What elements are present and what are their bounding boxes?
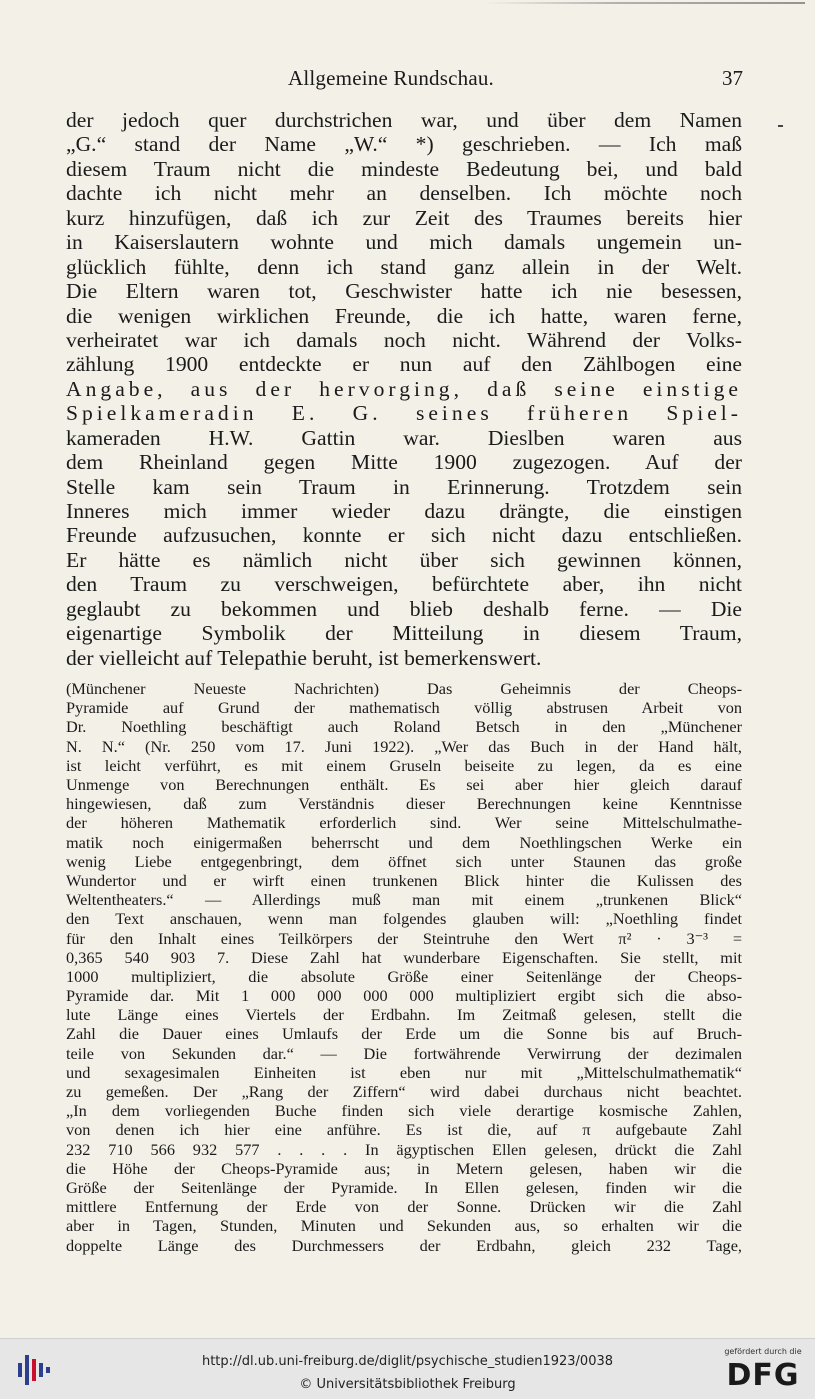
- viewer-footer: [0, 1338, 815, 1399]
- text-line: zählung 1900 entdeckte er nun auf den Zählbogen eine: [66, 352, 742, 377]
- text-line: Weltentheaters.“ — Allerdings muß man mit einem „trunkenen Blick“: [66, 890, 742, 910]
- text-line: „G.“ stand der Name „W.“ *) geschrieben. — Ich maß: [66, 132, 742, 157]
- text-line: Die Eltern waren tot, Geschwister hatte ich nie besessen,: [66, 279, 742, 304]
- page-number: 37: [722, 66, 743, 90]
- text-line: wenig Liebe entgegenbringt, dem öffnet sich unter Staunen das große: [66, 851, 742, 871]
- text-line: ist leicht verführt, es mit einem Gruseln beiseite zu legen, da es eine: [66, 755, 742, 775]
- text-line: zu gemeßen. Der „Rang der Ziffern“ wird dabei durchaus nicht beachtet.: [66, 1082, 742, 1101]
- running-title: Allgemeine Rundschau.: [288, 66, 494, 90]
- text-line: glücklich fühlte, denn ich stand ganz allein in der Welt.: [66, 254, 742, 279]
- text-line: die Höhe der Cheops-Pyramide aus; in Metern gelesen, haben wir die: [66, 1158, 742, 1178]
- text-line: die wenigen wirklichen Freunde, die ich hatte, waren ferne,: [66, 303, 742, 328]
- copyright-notice: © Universitätsbibliothek Freiburg: [299, 1377, 516, 1392]
- text-line: Dr. Noethling beschäftigt auch Roland Betsch in den „Münchener: [66, 717, 742, 737]
- text-line: dachte ich nicht mehr an denselben. Ich möchte noch: [66, 181, 742, 206]
- funding-note: gefördert durch die: [724, 1347, 802, 1356]
- text-line: dem Rheinland gegen Mitte 1900 zugezogen. Auf der: [66, 450, 742, 475]
- paragraph-gap: [66, 670, 742, 679]
- text-line: diesem Traum nicht die mindeste Bedeutung bei, und bald: [66, 156, 742, 181]
- text-line: 1000 multipliziert, die absolute Größe einer Seitenlänge der Cheops-: [66, 966, 742, 986]
- text-line: matik noch einigermaßen beherrscht und dem Noethlingschen Werke ein: [66, 832, 742, 852]
- text-line: aber in Tagen, Stunden, Minuten und Sekunden aus, so erhalten wir die: [66, 1216, 742, 1236]
- text-line: Unmenge von Berechnungen enthält. Es sei aber hier gleich darauf: [66, 775, 742, 794]
- text-line: Stelle kam sein Traum in Erinnerung. Trotzdem sein: [66, 474, 742, 499]
- text-line: 232 710 566 932 577 . . . . In ägyptischen Ellen gelesen, drückt die Zahl: [66, 1139, 742, 1159]
- dfg-logo: DFG: [726, 1358, 800, 1393]
- text-line: der vielleicht auf Telepathie beruht, ist bemerkenswert.: [66, 645, 542, 670]
- text-line: kurz hinzufügen, daß ich zur Zeit des Traumes bereits hier: [66, 205, 742, 230]
- text-line: von denen ich hier eine anführe. Es ist die, auf π aufgebaute Zahl: [66, 1120, 742, 1140]
- text-line: mittlere Entfernung der Erde von der Sonne. Drücken wir die Zahl: [66, 1197, 742, 1217]
- text-line: der jedoch quer durchstrichen war, und über dem Namen: [66, 108, 742, 132]
- text-line: teile von Sekunden dar.“ — Die fortwährende Verwirrung der dezimalen: [66, 1043, 742, 1063]
- text-line: Zahl die Dauer eines Umlaufs der Erde um die Sonne bis auf Bruch-: [66, 1024, 742, 1044]
- text-line: doppelte Länge des Durchmessers der Erdbahn, gleich 232 Tage,: [66, 1235, 742, 1255]
- text-line: Freunde aufzusuchen, konnte er sich nicht dazu entschließen.: [66, 523, 742, 548]
- text-line: Wundertor und er wirft einen trunkenen Blick hinter die Kulissen des: [66, 870, 742, 890]
- text-line: kameraden H.W. Gattin war. Dieslben waren aus: [66, 425, 742, 450]
- text-line: den Traum zu verschweigen, befürchtete aber, ihn nicht: [66, 572, 742, 597]
- text-line: hingewiesen, daß zum Verständnis dieser Berechnungen keine Kenntnisse: [66, 794, 742, 814]
- text-line: verheiratet war ich damals noch nicht. Während der Volks-: [66, 327, 742, 352]
- text-line: Pyramide dar. Mit 1 000 000 000 000 multipliziert ergibt sich die abso-: [66, 986, 742, 1006]
- permalink-link[interactable]: http://dl.ub.uni-freiburg.de/diglit/psychische_studien1923/0038: [201, 1354, 614, 1369]
- scan-edge-rule: [485, 2, 805, 4]
- text-line: lute Länge eines Viertels der Erdbahn. Im Zeitmaß gelesen, stellt die: [66, 1005, 742, 1025]
- text-line: (Münchener Neueste Nachrichten) Das Geheimnis der Cheops-: [66, 679, 742, 699]
- text-line: in Kaiserslautern wohnte und mich damals ungemein un-: [66, 230, 742, 255]
- text-line: geglaubt zu bekommen und blieb deshalb ferne. — Die: [66, 596, 742, 621]
- page-header: [0, 66, 815, 96]
- paragraph-dream-report: [66, 108, 742, 670]
- paragraph-cheops-pyramid: [66, 679, 742, 1255]
- body-text: [66, 108, 742, 1255]
- text-line: Angabe, aus der hervorging, daß seine einstige: [66, 376, 742, 401]
- text-line: den Text anschauen, wenn man folgendes glauben will: „Noethling findet: [66, 909, 742, 929]
- text-line: 0,365 540 903 7. Diese Zahl hat wunderbare Eigenschaften. Sie stellt, mit: [66, 947, 742, 967]
- text-line: Größe der Seitenlänge der Pyramide. In Ellen gelesen, finden wir die: [66, 1177, 742, 1197]
- text-line: für den Inhalt eines Teilkörpers der Steintruhe den Wert π² · 3⁻³ =: [66, 928, 742, 948]
- text-line: Er hätte es nämlich nicht über sich gewinnen können,: [66, 547, 742, 572]
- text-line: eigenartige Symbolik der Mitteilung in diesem Traum,: [66, 621, 742, 646]
- text-line: Pyramide auf Grund der mathematisch völlig abstrusen Arbeit von: [66, 698, 742, 718]
- text-line: „In dem vorliegenden Buche finden sich viele derartige kosmische Zahlen,: [66, 1101, 742, 1121]
- text-line: N. N.“ (Nr. 250 vom 17. Juni 1922). „Wer das Buch in der Hand hält,: [66, 736, 742, 756]
- text-line: und sexagesimalen Einheiten ist eben nur mit „Mittelschulmathematik“: [66, 1062, 742, 1082]
- text-line: Inneres mich immer wieder dazu drängte, die einstigen: [66, 499, 742, 523]
- text-line: der höheren Mathematik erforderlich sind. Wer seine Mittelschulmathe-: [66, 813, 742, 833]
- margin-mark: [778, 125, 783, 127]
- text-line: Spielkameradin E. G. seines früheren Spiel-: [66, 401, 742, 426]
